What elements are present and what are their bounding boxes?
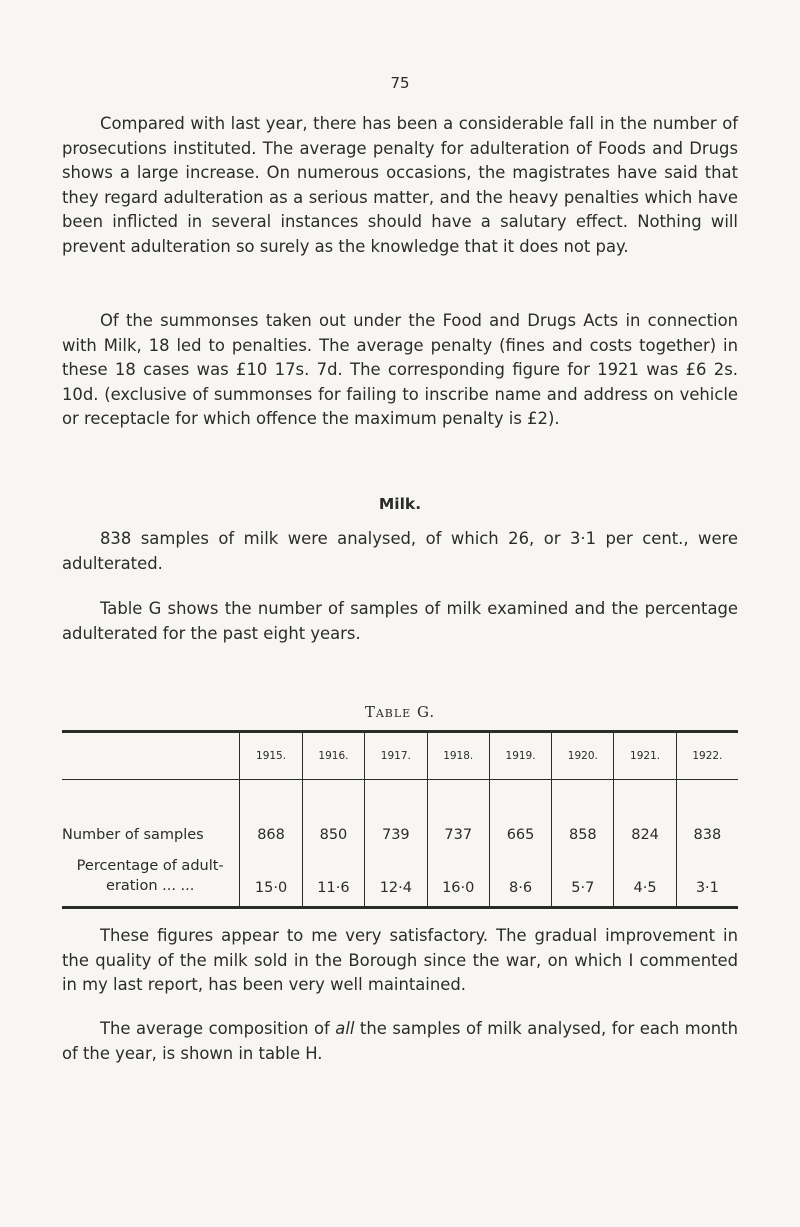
paragraph-prosecutions	[62, 112, 738, 260]
paragraph-table-h	[62, 1017, 738, 1066]
table-row	[62, 847, 738, 908]
table-cell: 3·1	[676, 847, 738, 908]
table-caption: Table G.	[364, 703, 436, 721]
section-heading-milk: Milk.	[378, 495, 422, 513]
paragraph-table-intro-text: Table G shows the number of samples of milk examined and the percentage adulterated for the past eight years.	[62, 599, 738, 643]
row-label-line-2: eration ... ...	[105, 878, 195, 894]
table-header-year: 1920.	[552, 732, 614, 780]
row-label-number-of-samples: Number of samples	[62, 827, 204, 843]
table-cell: 737	[427, 780, 489, 848]
paragraph-summonses	[62, 309, 738, 432]
table-header-year: 1919.	[489, 732, 551, 780]
table-cell: 12·4	[365, 847, 427, 908]
table-g	[62, 730, 738, 909]
paragraph-milk-samples	[62, 527, 738, 576]
table-cell: 838	[676, 780, 738, 848]
table-cell: 858	[552, 780, 614, 848]
table-header-blank	[62, 732, 240, 780]
table-cell: 8·6	[489, 847, 551, 908]
paragraph-satisfactory-text: These figures appear to me very satisfactory. The gradual improvement in the quality of the milk sold in the Borough since the war, on which I commented in my last report, has been very well maintained.	[62, 926, 738, 995]
paragraph-table-intro	[62, 597, 738, 646]
table-cell: 15·0	[240, 847, 302, 908]
page-number: 75	[390, 74, 410, 92]
row-label-line-1: Percentage of adult-	[76, 858, 224, 874]
table-cell: 11·6	[302, 847, 364, 908]
paragraph-satisfactory	[62, 924, 738, 998]
paragraph-table-h-text: The average composition of all the samples of milk analysed, for each month of the year, is shown in table H.	[62, 1019, 738, 1063]
table-cell: 739	[365, 780, 427, 848]
row-label-percentage-adulteration	[62, 847, 240, 908]
table-header-row	[62, 732, 738, 780]
emphasis-all: all	[335, 1019, 355, 1038]
table-cell: 850	[302, 780, 364, 848]
table-cell: 665	[489, 780, 551, 848]
table-header-year: 1915.	[240, 732, 302, 780]
paragraph-milk-samples-text: 838 samples of milk were analysed, of which 26, or 3·1 per cent., were adulterated.	[62, 529, 738, 573]
paragraph-prosecutions-text: Compared with last year, there has been a considerable fall in the number of prosecutions instituted. The average penalty for adulteration of Foods and Drugs shows a large increase. On numerous occasions, the magistrates have said that they regard adulteration as a serious matter, and the heavy penalties which have been inflicted in several instances should have a salutary effect. Nothing will prevent adulteration so surely as the knowledge that it does not pay.	[62, 114, 738, 256]
table-cell: 824	[614, 780, 676, 848]
paragraph-summonses-text: Of the summonses taken out under the Food and Drugs Acts in connection with Milk, 18 led to penalties. The average penalty (fines and costs together) in these 18 cases was £10 17s. 7d. The corresponding figure for 1921 was £6 2s. 10d. (exclusive of summonses for failing to inscribe name and address on vehicle or receptacle for which offence the maximum penalty is £2).	[62, 311, 738, 429]
table-header-year: 1917.	[365, 732, 427, 780]
table-header-year: 1921.	[614, 732, 676, 780]
table-cell: 16·0	[427, 847, 489, 908]
table-cell: 4·5	[614, 847, 676, 908]
table-cell: 5·7	[552, 847, 614, 908]
table-cell: 868	[240, 780, 302, 848]
table-header-year: 1916.	[302, 732, 364, 780]
table-header-year: 1922.	[676, 732, 738, 780]
table-row	[62, 780, 738, 848]
table-header-year: 1918.	[427, 732, 489, 780]
